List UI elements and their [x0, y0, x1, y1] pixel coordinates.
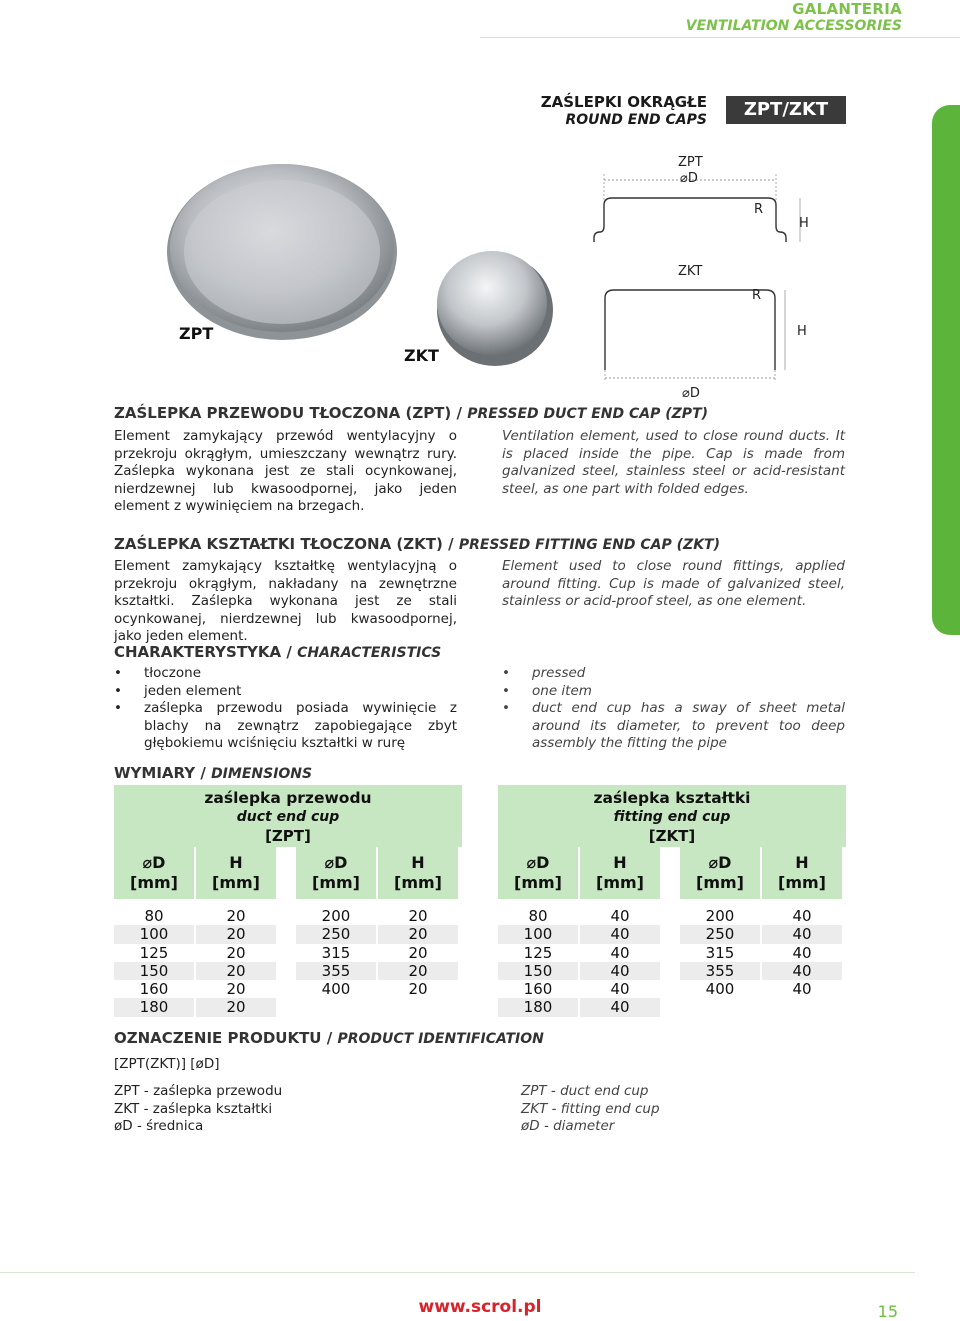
table-row [498, 907, 846, 925]
column-unit: [mm] [514, 873, 562, 892]
table-column-headers [498, 847, 846, 899]
table-column-headers [114, 847, 462, 899]
list-item: • tłoczone [114, 665, 457, 683]
table-row [114, 907, 462, 925]
header-divider [480, 37, 960, 38]
page-subtitle: ROUND END CAPS [565, 112, 707, 128]
table-title-pl: zaślepka kształtki [593, 789, 751, 807]
table-cell: 355 [296, 962, 376, 980]
table-cell: 20 [378, 980, 458, 998]
column-label: ⌀D [324, 853, 348, 872]
table-cell: 20 [196, 998, 276, 1016]
table-cell: 40 [580, 944, 660, 962]
column-unit: [mm] [394, 873, 442, 892]
drawing-zpt-h: H [799, 216, 809, 231]
product-photos [160, 160, 560, 375]
zkt-heading-pl: ZAŚLEPKA KSZTAŁTKI TŁOCZONA (ZKT) / [114, 535, 454, 553]
drawing-zkt-diameter: ⌀D [682, 386, 700, 401]
table-cell: 315 [296, 944, 376, 962]
column-header [498, 847, 578, 899]
table-cell: 40 [762, 907, 842, 925]
column-header [378, 847, 458, 899]
table-cell [296, 998, 376, 1016]
column-unit: [mm] [596, 873, 644, 892]
column-label: H [411, 853, 425, 872]
product-code: [ZPT(ZKT)] [øD] [114, 1056, 220, 1072]
drawing-zpt-r: R [754, 202, 764, 217]
page-number: 15 [877, 1302, 898, 1321]
drawing-zkt-h: H [797, 324, 807, 339]
footer-divider [0, 1272, 915, 1273]
table-cell: 100 [498, 925, 578, 943]
table-cell: 100 [114, 925, 194, 943]
table-row [114, 925, 462, 943]
table-cell: 40 [580, 962, 660, 980]
product-id-heading-en: PRODUCT IDENTIFICATION [337, 1031, 544, 1047]
table-cell: 40 [580, 998, 660, 1016]
zkt-text-pl: Element zamykający kształtkę wentylacyjną o przekroju okrągłym, nakładany na zewnętrzne kształtki. Zaślepka wykonana jest ze stali ocynkowanej, nierdzewnej lub kwasoodpornej, jako jeden element. [114, 558, 457, 644]
product-legend-en [521, 1083, 660, 1136]
zkt-drawing [605, 290, 785, 382]
table-cell: 315 [680, 944, 760, 962]
table-row [114, 944, 462, 962]
zpt-photo [167, 164, 397, 340]
table-cell [762, 998, 842, 1016]
dimensions-heading-en: DIMENSIONS [211, 766, 313, 782]
table-row [498, 925, 846, 943]
legend-item: øD - diameter [521, 1118, 615, 1134]
column-unit: [mm] [778, 873, 826, 892]
product-code-badge: ZPT/ZKT [726, 96, 846, 124]
table-cell: 200 [296, 907, 376, 925]
table-cell [680, 998, 760, 1016]
table-code: [ZKT] [648, 827, 696, 845]
product-legend-pl [114, 1083, 282, 1136]
table-cell: 200 [680, 907, 760, 925]
table-cell: 250 [680, 925, 760, 943]
legend-item: ZKT - fitting end cup [521, 1100, 660, 1117]
table-cell: 150 [114, 962, 194, 980]
brand-label: GALANTERIA [792, 0, 902, 18]
column-header [580, 847, 660, 899]
zpt-heading [114, 404, 708, 422]
table-row [498, 980, 846, 998]
list-item: • one item [502, 683, 845, 701]
zpt-photo-label: ZPT [179, 324, 214, 343]
zpt-text-en: Ventilation element, used to close round ducts. It is placed inside the pipe. Cap is made from galvanized steel, stainless steel or acid-resistant steel, as one part with folded edges. [502, 428, 845, 497]
category-label: VENTILATION ACCESSORIES [685, 18, 902, 34]
zpt-dimensions-table [114, 785, 462, 1017]
column-unit: [mm] [130, 873, 178, 892]
table-row [114, 980, 462, 998]
column-header [296, 847, 376, 899]
zkt-dimensions-table [498, 785, 846, 1017]
drawing-zkt-r: R [752, 288, 762, 303]
table-cell: 150 [498, 962, 578, 980]
legend-item: ZPT - zaślepka przewodu [114, 1083, 283, 1099]
table-cell: 20 [378, 944, 458, 962]
legend-item: ZPT - duct end cup [521, 1083, 649, 1099]
product-id-heading [114, 1029, 544, 1047]
table-cell: 180 [498, 998, 578, 1016]
column-unit: [mm] [212, 873, 260, 892]
table-cell [378, 998, 458, 1016]
dimensions-heading [114, 764, 312, 782]
column-unit: [mm] [696, 873, 744, 892]
legend-item: ZKT - zaślepka kształtki [114, 1100, 273, 1117]
table-cell: 20 [378, 907, 458, 925]
drawing-zpt-label: ZPT [678, 155, 703, 170]
table-cell: 40 [580, 980, 660, 998]
table-cell: 160 [114, 980, 194, 998]
list-item: • zaślepka przewodu posiada wywinięcie z blachy na zewnątrz zapobiegające zbyt głębokiemu wciśnięciu kształtki w rurę [114, 700, 457, 753]
table-cell: 125 [498, 944, 578, 962]
zkt-photo [437, 251, 553, 366]
column-unit: [mm] [312, 873, 360, 892]
table-cell: 20 [196, 980, 276, 998]
table-cell: 250 [296, 925, 376, 943]
characteristics-heading-en: CHARACTERISTICS [297, 645, 442, 661]
table-title-en: duct end cup [236, 809, 340, 825]
table-cell: 80 [114, 907, 194, 925]
technical-drawing [590, 150, 820, 410]
table-cell: 40 [580, 907, 660, 925]
table-header [114, 785, 462, 847]
table-row [498, 998, 846, 1016]
table-cell: 40 [580, 925, 660, 943]
table-row [114, 962, 462, 980]
column-label: ⌀D [142, 853, 166, 872]
zkt-heading [114, 535, 720, 553]
column-header [762, 847, 842, 899]
zkt-photo-label: ZKT [404, 346, 439, 365]
dimensions-heading-pl: WYMIARY / [114, 764, 206, 782]
table-cell: 20 [196, 962, 276, 980]
column-label: ⌀D [708, 853, 732, 872]
product-id-heading-pl: OZNACZENIE PRODUKTU / [114, 1029, 333, 1047]
table-cell: 20 [196, 925, 276, 943]
characteristics-list-pl [114, 665, 457, 753]
table-cell: 40 [762, 980, 842, 998]
table-cell: 355 [680, 962, 760, 980]
page-title: ZAŚLEPKI OKRĄGŁE [540, 93, 707, 111]
table-cell: 40 [762, 944, 842, 962]
characteristics-list-en [502, 665, 845, 753]
table-row [498, 944, 846, 962]
table-row [114, 998, 462, 1016]
column-label: H [613, 853, 627, 872]
zkt-heading-en: PRESSED FITTING END CAP (ZKT) [458, 537, 720, 553]
table-title-pl: zaślepka przewodu [204, 789, 372, 807]
website-link[interactable]: www.scrol.pl [418, 1297, 542, 1317]
zpt-heading-en: PRESSED DUCT END CAP (ZPT) [467, 406, 709, 422]
column-label: ⌀D [526, 853, 550, 872]
characteristics-heading [114, 643, 441, 661]
table-cell: 125 [114, 944, 194, 962]
table-cell: 20 [196, 944, 276, 962]
drawing-zkt-label: ZKT [678, 264, 703, 279]
column-header [114, 847, 194, 899]
table-code: [ZPT] [265, 827, 311, 845]
table-title-en: fitting end cup [613, 809, 731, 825]
table-cell: 400 [296, 980, 376, 998]
table-cell: 20 [378, 962, 458, 980]
drawing-zpt-diameter: ⌀D [680, 171, 698, 186]
table-cell: 80 [498, 907, 578, 925]
table-header [498, 785, 846, 847]
list-item: • jeden element [114, 683, 457, 701]
zpt-heading-pl: ZAŚLEPKA PRZEWODU TŁOCZONA (ZPT) / [114, 404, 462, 422]
table-cell: 160 [498, 980, 578, 998]
legend-item: øD - średnica [114, 1118, 204, 1134]
column-header [196, 847, 276, 899]
table-cell: 180 [114, 998, 194, 1016]
characteristics-heading-pl: CHARAKTERYSTYKA / [114, 643, 292, 661]
table-row [498, 962, 846, 980]
list-item: • pressed [502, 665, 845, 683]
list-item: • duct end cup has a sway of sheet metal around its diameter, to prevent too deep assembly the fitting the pipe [502, 700, 845, 753]
table-cell: 20 [196, 907, 276, 925]
table-cell: 40 [762, 925, 842, 943]
side-tab [932, 105, 960, 635]
table-cell: 20 [378, 925, 458, 943]
column-label: H [229, 853, 243, 872]
column-label: H [795, 853, 809, 872]
zkt-text-en: Element used to close round fittings, applied around fitting. Cup is made of galvanized steel, stainless or acid-proof steel, as one element. [502, 558, 845, 609]
table-cell: 400 [680, 980, 760, 998]
column-header [680, 847, 760, 899]
table-cell: 40 [762, 962, 842, 980]
zpt-text-pl: Element zamykający przewód wentylacyjny o przekroju okrągłym, umieszczany wewnątrz rury. Zaślepka wykonana jest ze stali ocynkowanej, nierdzewnej lub kwasoodpornej, jako jeden element z wywinięciem na brzegach. [114, 428, 457, 514]
